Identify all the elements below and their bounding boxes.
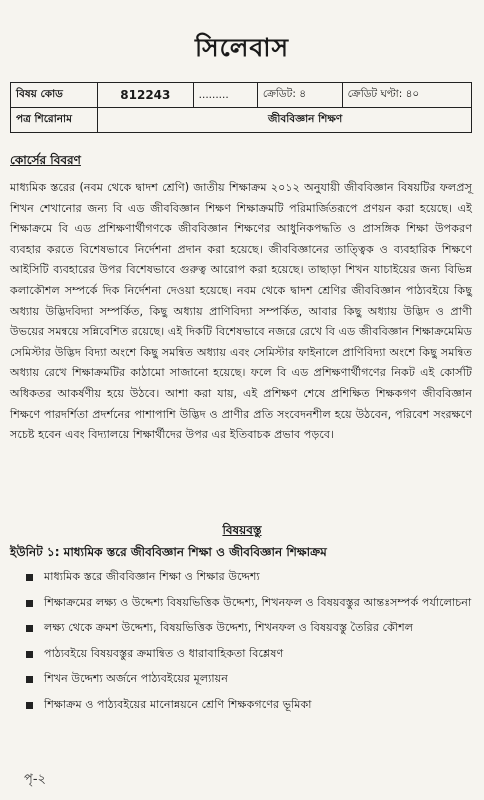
list-item	[14, 618, 472, 639]
bullet-icon	[26, 702, 33, 709]
bullet-icon	[26, 600, 33, 607]
list-item-text: শিক্ষাক্রমের লক্ষ্য ও উদ্দেশ্য বিষয়ভিত্তিক উদ্দেশ্য, শিখনফল ও বিষয়বস্তুর আন্তঃসম্পর্ক পর্যালোচনা	[44, 595, 472, 609]
list-item-text: লক্ষ্য থেকে ক্রমশ উদ্দেশ্য, বিষয়ভিত্তিক উদ্দেশ্য, শিখনফল ও বিষয়বস্তু তৈরির কৌশল	[44, 621, 414, 634]
content-heading: বিষয়বস্তু	[222, 523, 262, 537]
credit-cell: ক্রেডিট: ৪	[257, 83, 342, 108]
subject-code: 812243	[98, 83, 194, 108]
list-item	[14, 644, 472, 665]
paper-title-label: পত্র শিরোনাম	[11, 108, 98, 133]
course-description-heading: কোর্সের বিবরণ	[10, 153, 81, 167]
course-info-table	[10, 82, 472, 133]
bullet-icon	[26, 625, 33, 632]
unit-1-heading: ইউনিট ১: মাধ্যমিক স্তরে জীববিজ্ঞান শিক্ষা ও জীববিজ্ঞান শিক্ষাক্রম	[10, 545, 327, 559]
course-description-text: মাধ্যমিক স্তরের (নবম থেকে দ্বাদশ শ্রেণি) জাতীয় শিক্ষাক্রম ২০১২ অনুযায়ী জীববিজ্ঞান বিষয়টির ফলপ্রসূ শিখন শেখানোর জন্য বি এড জীববিজ্ঞান শিক্ষণ শিক্ষাক্রমটি পরিমার্জিতরূপে প্রণয়ন করা হয়েছে। এই শিক্ষাক্রমে বি এড প্রশিক্ষণার্থীগণকে জীববিজ্ঞান শিক্ষণের আধুনিকপদ্ধতি ও প্রাসঙ্গিক শিক্ষা উপকরণ ব্যবহার করতে বিশেষভাবে নির্দেশনা প্রদান করা হয়েছে। জীববিজ্ঞানের তাত্ত্বিক ও ব্যবহারিক শিক্ষণে আইসিটি ব্যবহারের উপর বিশেষভাবে গুরুত্ব আরোপ করা হয়েছে। তাছাড়া শিখন যাচাইয়ের জন্য বিভিন্ন কলাকৌশল সম্পর্কে দিক নির্দেশনা দেওয়া হয়েছে। নবম থেকে দ্বাদশ শ্রেণির জীববিজ্ঞান পাঠ্যবইয়ে কিছু অধ্যায় উদ্ভিদবিদ্যা সম্পর্কিত, কিছু অধ্যায় প্রাণিবিদ্যা সম্পর্কিত, আবার কিছু অধ্যায় উদ্ভিদ ও প্রাণী উভয়ের সমন্বয়ে সন্নিবেশিত রয়েছে। এই দিকটি বিশেষভাবে নজরে রেখে বি এড জীববিজ্ঞান শিক্ষাক্রমেমিড সেমিস্টার উদ্ভিদ বিদ্যা অংশে কিছু সমন্বিত অধ্যায় এবং সেমিস্টার ফাইনালে প্রাণিবিদ্যা অংশে কিছু সমন্বিত অধ্যায় রেখে শিক্ষাক্রমটির কাঠামো সাজানো হয়েছে। ফলে বি এড প্রশিক্ষণার্থীগণের নিকট এই কোর্সটি অধিকতর আকর্ষণীয় হয়ে উঠবে। আশা করা যায়, এই প্রশিক্ষণ শেষে প্রশিক্ষিত শিক্ষকগণ জীববিজ্ঞান শিক্ষণে পারদর্শিতা প্রদর্শনের পাশাপাশি উদ্ভিদ ও প্রাণীর প্রতি সংবেদনশীল হয়ে উঠবেন, পরিবেশ সংরক্ষণে সচেষ্ট হবেন এবং বিদ্যালয়ে শিক্ষার্থীদের উপর এর ইতিবাচক প্রভাব পড়বে।	[10, 181, 472, 442]
list-item-text: মাধ্যমিক স্তরে জীববিজ্ঞান শিক্ষা ও শিক্ষার উদ্দেশ্য	[44, 570, 260, 583]
list-item	[14, 669, 472, 690]
list-item	[14, 567, 472, 588]
bullet-icon	[26, 574, 33, 581]
paper-title: জীববিজ্ঞান শিক্ষণ	[98, 108, 472, 133]
unit-1-topic-list	[14, 567, 472, 720]
bullet-icon	[26, 676, 33, 683]
list-item	[14, 593, 472, 614]
subject-code-label: বিষয় কোড	[11, 83, 98, 108]
dots-cell: .........	[193, 83, 257, 108]
list-item-text: শিখন উদ্দেশ্য অর্জনে পাঠ্যবইয়ের মূল্যায়ন	[44, 672, 228, 685]
page-number: পৃ-২	[24, 772, 46, 787]
list-item-text: পাঠ্যবইয়ে বিষয়বস্তুর ক্রমান্বিত ও ধারাবাহিকতা বিশ্লেষণ	[44, 646, 284, 660]
bullet-icon	[26, 651, 33, 658]
list-item	[14, 695, 472, 716]
credit-hours-cell: ক্রেডিট ঘণ্টা: ৪০	[342, 83, 471, 108]
page-title: সিলেবাস	[194, 33, 290, 62]
list-item-text: শিক্ষাক্রম ও পাঠ্যবইয়ের মানোন্নয়নে শ্রেণি শিক্ষকগণের ভূমিকা	[44, 697, 312, 711]
